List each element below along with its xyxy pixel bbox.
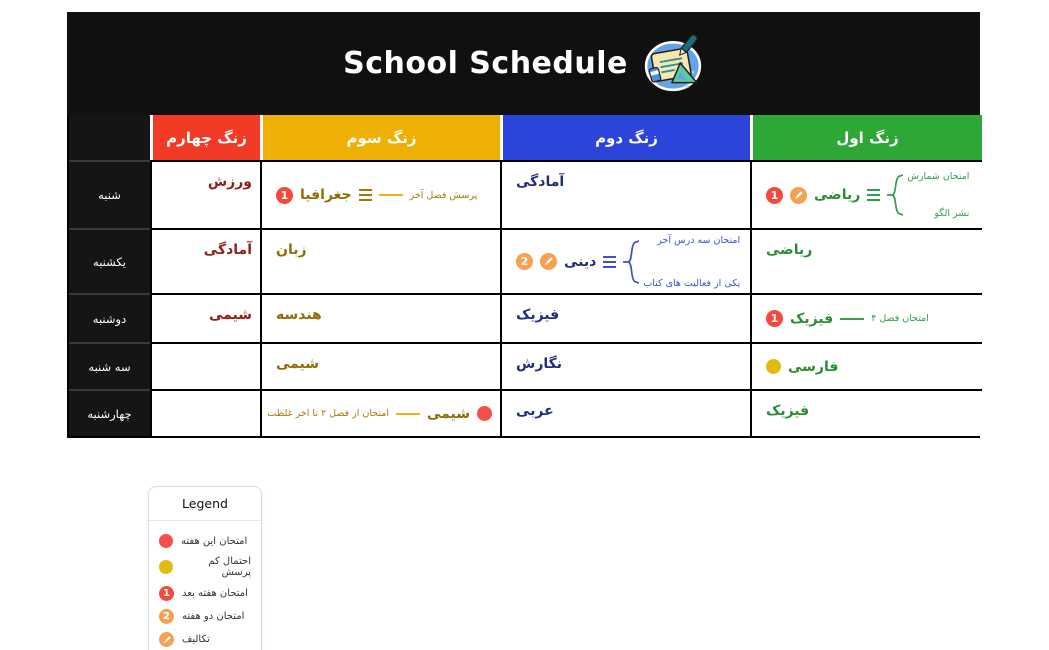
exam-note-top: امتحان سه درس آخر <box>657 234 741 246</box>
subject-label: فارسی <box>788 358 839 375</box>
connector-line <box>840 318 864 320</box>
legend-item-low-question-chance <box>149 552 261 582</box>
period-header-1: زنگ اول <box>750 115 982 160</box>
red-dot-icon <box>159 534 173 548</box>
subject-label: دینی <box>564 253 597 270</box>
brace-annotation <box>887 168 969 222</box>
subject-label: ورزش <box>207 174 252 190</box>
day-label-wednesday: چهارشنبه <box>69 389 150 436</box>
yellow-dot-icon <box>159 560 173 574</box>
notepad-pencil-ruler-icon <box>642 33 704 95</box>
brace-icon <box>623 233 639 291</box>
legend-item-label: امتحان این هفته <box>181 535 248 547</box>
cell-wed-period2 <box>500 389 750 436</box>
schedule-table <box>67 115 980 438</box>
exam-note: امتحان از فصل ۲ تا اخر غلظت <box>267 408 389 419</box>
subject-label: فیزیک <box>766 403 810 419</box>
cell-sat-period2 <box>500 160 750 228</box>
cell-sun-period1 <box>750 228 982 293</box>
corner-cell <box>69 115 150 160</box>
triple-lines-icon <box>867 189 880 201</box>
cell-sat-period3 <box>260 160 500 228</box>
day-label-saturday: شنبه <box>69 160 150 228</box>
cell-sun-period4 <box>150 228 260 293</box>
subject-label: شیمی <box>276 356 320 372</box>
exam-note: امتحان فصل ۴ <box>871 313 929 324</box>
cell-mon-period4 <box>150 293 260 342</box>
subject-label: فیزیک <box>516 307 560 323</box>
cell-tue-period1 <box>750 342 982 389</box>
subject-label: آمادگی <box>203 242 252 258</box>
exam-note: پرسش فصل آخر <box>409 189 478 201</box>
period-header-2: زنگ دوم <box>500 115 750 160</box>
legend-item-exam-this-week <box>149 530 261 552</box>
subject-label: آمادگی <box>516 174 565 190</box>
cell-sat-period4 <box>150 160 260 228</box>
cell-tue-period3 <box>260 342 500 389</box>
subject-label: شیمی <box>208 307 252 323</box>
homework-pencil-badge-icon <box>540 253 557 270</box>
legend-panel <box>148 486 262 650</box>
cell-sat-period1 <box>750 160 982 228</box>
exam-two-weeks-badge-icon: 2 <box>516 253 533 270</box>
legend-title: Legend <box>182 496 228 511</box>
legend-item-label: تکالیف <box>182 634 210 645</box>
subject-label: ریاضی <box>814 187 861 203</box>
day-label-sunday: یکشنبه <box>69 228 150 293</box>
badge-1-icon: 1 <box>159 586 174 601</box>
legend-item-label: احتمال کم پرسش <box>208 556 251 578</box>
exam-this-week-dot-icon <box>477 406 492 421</box>
exam-next-week-badge-icon: 1 <box>766 187 783 204</box>
legend-item-label: امتحان هفته بعد <box>182 588 248 599</box>
cell-wed-period3 <box>260 389 500 436</box>
exam-note-bottom: یکی از فعالیت های کتاب <box>643 277 741 289</box>
subject-label: فیزیک <box>790 310 834 327</box>
day-label-monday: دوشنبه <box>69 293 150 342</box>
cell-tue-period2 <box>500 342 750 389</box>
period-header-4: زنگ چهارم <box>150 115 260 160</box>
subject-label: جغرافیا <box>300 187 352 203</box>
connector-line <box>396 413 420 415</box>
legend-item-exam-next-week <box>149 582 261 605</box>
legend-item-homework <box>149 628 261 650</box>
exam-next-week-badge-icon: 1 <box>766 310 783 327</box>
pencil-badge-icon <box>159 632 174 647</box>
cell-sun-period2 <box>500 228 750 293</box>
exam-note-bottom: نشر الگو <box>934 208 970 219</box>
connector-line <box>379 194 403 196</box>
subject-label: عربی <box>516 403 554 419</box>
legend-item-exam-two-weeks <box>149 605 261 628</box>
page-title: School Schedule <box>343 46 628 81</box>
cell-tue-period4 <box>150 342 260 389</box>
triple-lines-icon <box>603 256 616 268</box>
cell-mon-period2 <box>500 293 750 342</box>
cell-mon-period3 <box>260 293 500 342</box>
legend-item-label: امتحان دو هفته <box>182 611 245 622</box>
triple-lines-icon <box>359 189 372 201</box>
cell-wed-period4 <box>150 389 260 436</box>
cell-sun-period3 <box>260 228 500 293</box>
banner <box>67 12 980 115</box>
brace-icon <box>887 168 903 222</box>
subject-label: هندسه <box>276 307 322 323</box>
subject-label: زبان <box>276 242 307 258</box>
legend-divider <box>149 520 261 521</box>
period-header-3: زنگ سوم <box>260 115 500 160</box>
cell-wed-period1 <box>750 389 982 436</box>
subject-label: نگارش <box>516 356 563 372</box>
brace-annotation <box>623 233 740 291</box>
homework-pencil-badge-icon <box>790 187 807 204</box>
subject-label: شیمی <box>426 405 470 422</box>
exam-next-week-badge-icon: 1 <box>276 187 293 204</box>
exam-note-top: امتحان شمارش <box>907 171 970 182</box>
subject-label: ریاضی <box>766 242 813 258</box>
badge-2-icon: 2 <box>159 609 174 624</box>
cell-mon-period1 <box>750 293 982 342</box>
day-label-tuesday: سه شنبه <box>69 342 150 389</box>
low-question-chance-dot-icon <box>766 359 781 374</box>
